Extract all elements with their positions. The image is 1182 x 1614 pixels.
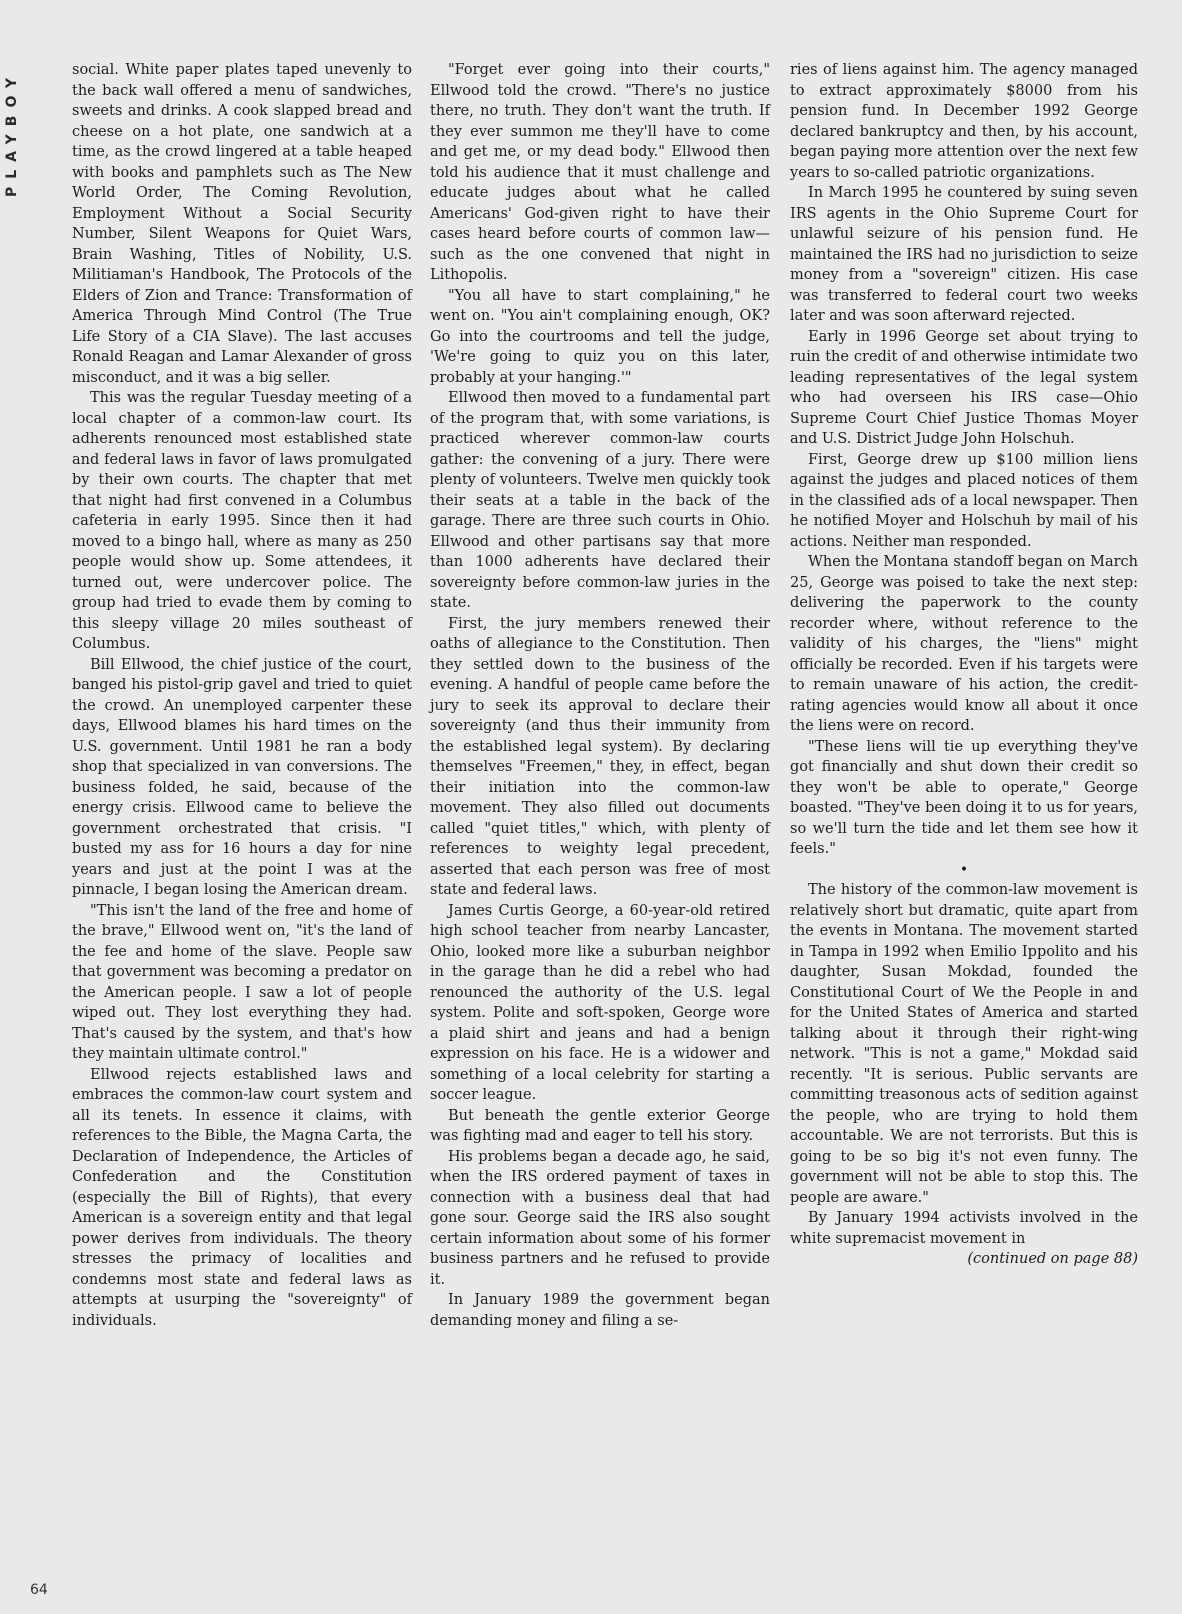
paragraph: In January 1989 the government began demanding money and filing a se- <box>430 1292 770 1329</box>
paragraph: First, George drew up $100 million liens against the judges and placed notices of them in the classified ads of a local newspaper. Then he notified Moyer and Holschuh by mail of his actions. Neither man responded. <box>790 451 1138 550</box>
masthead: PLAYBOY <box>4 70 20 198</box>
paragraph: By January 1994 activists involved in the white supremacist movement in <box>790 1210 1138 1247</box>
paragraph: Ellwood then moved to a fundamental part of the program that, with some variations, is practiced wherever common-law courts gather: the convening of a jury. There were plenty of volunteers. Twelve men quickly took their seats at a table in the back of the garage. There are three such courts in Ohio. Ellwood and other partisans say that more than 1000 adherents have declared their sovereignty before common-law juries in the state. <box>430 390 770 611</box>
paragraph: First, the jury members renewed their oaths of allegiance to the Constitution. Then they settled down to the business of the evening. A handful of people came before the jury to seek its approval to declare their sovereignty (and thus their immunity from the established legal system). By declaring themselves "Freemen," they, in effect, began their initiation into the common-law movement. They also filled out documents called "quiet titles," which, with plenty of references to weighty legal precedent, asserted that each person was free of most state and federal laws. <box>430 615 770 898</box>
paragraph: Ellwood rejects established laws and embraces the common-law court system and all its tenets. In essence it claims, with references to the Bible, the Magna Carta, the Declaration of Independence, the Articles of Confederation and the Constitution (especially the Bill of Rights), that every American is a sovereign entity and that legal power derives from individuals. The theory stresses the primacy of localities and condemns most state and federal laws as attempts at usurping the "sovereignty" of individuals. <box>72 1066 412 1329</box>
paragraph: Bill Ellwood, the chief justice of the court, banged his pistol-grip gavel and tried to quiet the crowd. An unemployed carpenter these days, Ellwood blames his hard times on the U.S. government. Until 1981 he ran a body shop that specialized in van conversions. The business folded, he said, because of the energy crisis. Ellwood came to believe the government orchestrated that crisis. "I busted my ass for 16 hours a day for nine years and just at the point I was at the pinnacle, I began losing the American dream. <box>72 656 412 898</box>
page-number: 64 <box>30 1582 48 1598</box>
paragraph: When the Montana standoff began on March 25, George was poised to take the next step: delivering the paperwork to the county recorder where, without reference to the validity of his charges, the "liens" might officially be recorded. Even if his targets were to remain unaware of his action, the credit-rating agencies would know all about it once the liens were on record. <box>790 554 1138 734</box>
paragraph: ries of liens against him. The agency managed to extract approximately $8000 from his pension fund. In December 1992 George declared bankruptcy and then, by his account, began paying more attention over the next few years to so-called patriotic organizations. <box>790 62 1138 181</box>
paragraph: Early in 1996 George set about trying to ruin the credit of and otherwise intimidate two leading representatives of the legal system who had overseen his IRS case—Ohio Supreme Court Chief Justice Thomas Moyer and U.S. District Judge John Holschuh. <box>790 328 1138 447</box>
paragraph: In March 1995 he countered by suing seven IRS agents in the Ohio Supreme Court for unlawful seizure of his pension fund. He maintained the IRS had no jurisdiction to seize money from a "sovereign" citizen. His case was transferred to federal court two weeks later and was soon afterward rejected. <box>790 185 1138 324</box>
paragraph: But beneath the gentle exterior George was fighting mad and eager to tell his story. <box>430 1107 770 1144</box>
column-3 <box>790 60 1138 1270</box>
paragraph: "Forget ever going into their courts," Ellwood told the crowd. "There's no justice there, no truth. They don't want the truth. If they ever summon me they'll have to come and get me, or my dead body." Ellwood then told his audience that it must challenge and educate judges about what he called Americans' God-given right to have their cases heard before courts of common law—such as the one convened that night in Lithopolis. <box>430 62 770 283</box>
paragraph: The history of the common-law movement is relatively short but dramatic, quite apart from the events in Montana. The movement started in Tampa in 1992 when Emilio Ippolito and his daughter, Susan Mokdad, founded the Constitutional Court of We the People in and for the United States of America and started talking about it through their right-wing network. "This is not a game," Mokdad said recently. "It is serious. Public servants are committing treasonous acts of sedition against the people, who are trying to hold them accountable. We are not terrorists. But this is going to be so big it's not even funny. The government will not be able to stop this. The people are aware." <box>790 882 1138 1206</box>
section-break-bullet: • <box>959 861 969 878</box>
column-2 <box>430 60 770 1331</box>
column-1 <box>72 60 412 1331</box>
paragraph: "You all have to start complaining," he went on. "You ain't complaining enough, OK? Go into the courtrooms and tell the judge, 'We're going to quiz you on this later, probably at your hanging.'" <box>430 287 770 386</box>
paragraph: This was the regular Tuesday meeting of a local chapter of a common-law court. Its adherents renounced most established state and federal laws in favor of laws promulgated by their own courts. The chapter that met that night had first convened in a Columbus cafeteria in early 1995. Since then it had moved to a bingo hall, where as many as 250 people would show up. Some attendees, it turned out, were undercover police. The group had tried to evade them by coming to this sleepy village 20 miles southeast of Columbus. <box>72 390 412 652</box>
continued-line: (continued on page 88) <box>967 1251 1138 1267</box>
paragraph: "This isn't the land of the free and home of the brave," Ellwood went on, "it's the land of the fee and home of the slave. People saw that government was becoming a predator on the American people. I saw a lot of people wiped out. They lost everything they had. That's caused by the system, and that's how they maintain ultimate control." <box>72 902 412 1062</box>
paragraph: "These liens will tie up everything they've got financially and shut down their credit so they won't be able to operate," George boasted. "They've been doing it to us for years, so we'll turn the tide and let them see how it feels." <box>790 738 1138 857</box>
paragraph: social. White paper plates taped unevenly to the back wall offered a menu of sandwiches, sweets and drinks. A cook slapped bread and cheese on a hot plate, one sandwich at a time, as the crowd lingered at a table heaped with books and pamphlets such as The New World Order, The Coming Revolution, Employment Without a Social Security Number, Silent Weapons for Quiet Wars, Brain Washing, Titles of Nobility, U.S. Militiaman's Handbook, The Protocols of the Elders of Zion and Trance: Transformation of America Through Mind Control (The True Life Story of a CIA Slave). The last accuses Ronald Reagan and Lamar Alexander of gross misconduct, and it was a big seller. <box>72 62 412 386</box>
paragraph: James Curtis George, a 60-year-old retired high school teacher from nearby Lancaster, Ohio, looked more like a suburban neighbor in the garage than he did a rebel who had renounced the authority of the U.S. legal system. Polite and soft-spoken, George wore a plaid shirt and jeans and had a benign expression on his face. He is a widower and something of a local celebrity for starting a soccer league. <box>430 902 770 1103</box>
paragraph: His problems began a decade ago, he said, when the IRS ordered payment of taxes in connection with a business deal that had gone sour. George said the IRS also sought certain information about some of his former business partners and he refused to provide it. <box>430 1148 770 1288</box>
